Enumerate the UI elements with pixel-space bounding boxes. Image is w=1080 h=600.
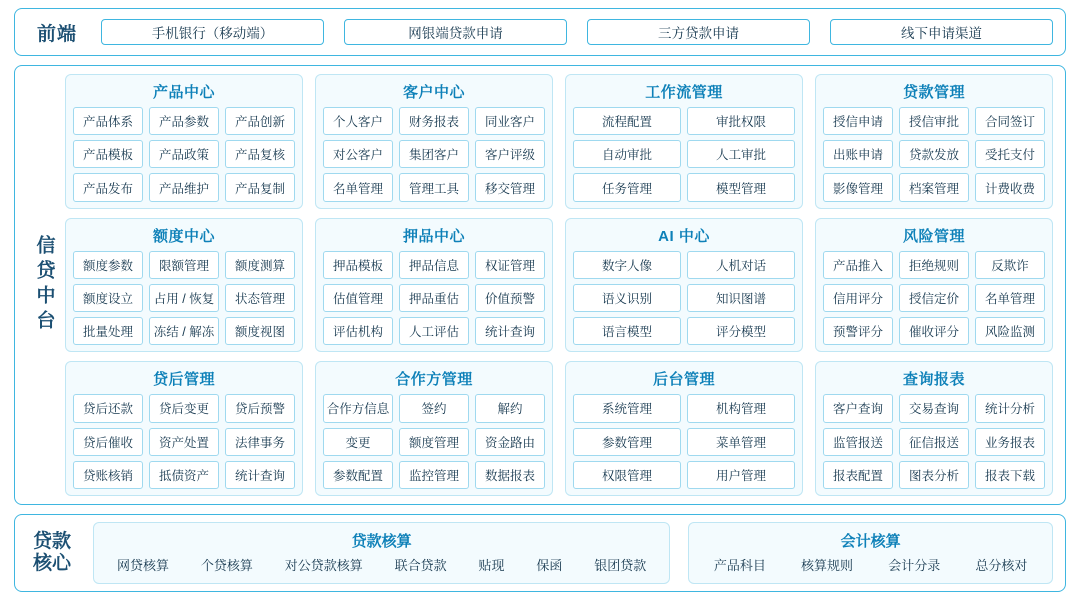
module-item[interactable]: 批量处理 [73, 317, 143, 345]
module-item[interactable]: 监控管理 [399, 461, 469, 489]
frontend-band [14, 8, 1066, 56]
module-item[interactable]: 产品创新 [225, 107, 295, 135]
module-item[interactable]: 统计查询 [225, 461, 295, 489]
module-item-list [323, 251, 545, 346]
core-band-label-line1: 贷款 [33, 531, 72, 553]
module-item[interactable]: 法律事务 [225, 428, 295, 456]
core-item[interactable]: 产品科目 [713, 558, 766, 573]
module-item[interactable]: 系统管理 [573, 394, 681, 422]
core-card-accounting [688, 522, 1053, 584]
module-item[interactable]: 产品复核 [225, 140, 295, 168]
module-card-query-reports [815, 361, 1053, 496]
module-item[interactable]: 移交管理 [475, 173, 545, 201]
module-item[interactable]: 额度测算 [225, 251, 295, 279]
middle-band-label [21, 74, 65, 496]
module-card-risk-management [815, 218, 1053, 353]
frontend-channel-item[interactable]: 手机银行（移动端） [101, 19, 324, 45]
module-item[interactable]: 影像管理 [823, 173, 893, 201]
module-card-loan-management [815, 74, 1053, 209]
module-item[interactable]: 合同签订 [975, 107, 1045, 135]
core-item[interactable]: 个贷核算 [200, 558, 253, 573]
module-card-title: 贷款管理 [902, 84, 965, 101]
module-item-list [73, 394, 295, 489]
module-item[interactable]: 同业客户 [475, 107, 545, 135]
core-item[interactable]: 贴现 [478, 558, 505, 573]
module-card-backoffice-management [565, 361, 803, 496]
core-item-list [699, 555, 1042, 574]
module-item[interactable]: 审批权限 [687, 107, 795, 135]
module-item[interactable]: 反欺诈 [975, 251, 1045, 279]
module-item[interactable]: 签约 [399, 394, 469, 422]
module-card-title: 贷后管理 [152, 371, 215, 389]
module-item[interactable]: 机构管理 [687, 394, 795, 422]
module-card-title: 押品中心 [402, 227, 465, 245]
core-item[interactable]: 联合贷款 [394, 558, 447, 573]
module-item[interactable]: 客户评级 [475, 140, 545, 168]
module-item[interactable]: 押品模板 [323, 251, 393, 279]
module-card-title: 工作流管理 [645, 84, 723, 101]
module-item[interactable]: 额度视图 [225, 317, 295, 345]
module-item[interactable]: 产品政策 [149, 140, 219, 168]
module-item[interactable]: 交易查询 [899, 394, 969, 422]
module-grid [65, 74, 1053, 496]
module-card-title: 产品中心 [152, 84, 215, 101]
module-item[interactable]: 参数配置 [323, 461, 393, 489]
module-item[interactable]: 知识图谱 [687, 284, 795, 312]
module-item[interactable]: 集团客户 [399, 140, 469, 168]
core-item[interactable]: 银团贷款 [594, 558, 647, 573]
module-item[interactable]: 产品推入 [823, 251, 893, 279]
module-item[interactable]: 产品发布 [73, 173, 143, 201]
module-item[interactable]: 自动审批 [573, 140, 681, 168]
core-item[interactable]: 总分核对 [975, 558, 1028, 573]
module-card-title: 合作方管理 [395, 371, 473, 389]
credit-middle-platform-band [14, 65, 1066, 505]
module-item[interactable]: 数字人像 [573, 251, 681, 279]
module-item[interactable]: 拒绝规则 [899, 251, 969, 279]
module-card-title: AI 中心 [658, 227, 710, 245]
module-item[interactable]: 报表配置 [823, 461, 893, 489]
module-item[interactable]: 押品信息 [399, 251, 469, 279]
module-item-list [573, 107, 795, 202]
module-item[interactable]: 预警评分 [823, 317, 893, 345]
module-item[interactable]: 状态管理 [225, 284, 295, 312]
module-item-list [823, 394, 1045, 489]
module-card-title: 查询报表 [902, 371, 965, 389]
module-item[interactable]: 对公客户 [323, 140, 393, 168]
module-item[interactable]: 受托支付 [975, 140, 1045, 168]
module-item[interactable]: 档案管理 [899, 173, 969, 201]
core-item[interactable]: 保函 [536, 558, 563, 573]
module-item-list [73, 107, 295, 202]
core-item-list [104, 555, 659, 574]
middle-band-label-text: 信贷中台 [33, 235, 55, 335]
module-item[interactable]: 占用 / 恢复 [149, 284, 219, 312]
module-item[interactable]: 贷后还款 [73, 394, 143, 422]
module-card-partner-management [315, 361, 553, 496]
core-band-label [27, 531, 81, 575]
module-item[interactable]: 管理工具 [399, 173, 469, 201]
module-item[interactable]: 抵债资产 [149, 461, 219, 489]
module-card-collateral-center [315, 218, 553, 353]
core-card-title: 贷款核算 [351, 533, 412, 550]
module-item[interactable]: 人工审批 [687, 140, 795, 168]
core-item[interactable]: 核算规则 [801, 558, 854, 573]
module-item[interactable]: 产品模板 [73, 140, 143, 168]
module-item[interactable]: 贷款发放 [899, 140, 969, 168]
module-item[interactable]: 产品维护 [149, 173, 219, 201]
module-item[interactable]: 计费收费 [975, 173, 1045, 201]
module-item[interactable]: 名单管理 [975, 284, 1045, 312]
module-card-workflow-management [565, 74, 803, 209]
frontend-channel-item[interactable]: 网银端贷款申请 [344, 19, 567, 45]
module-card-limit-center [65, 218, 303, 353]
module-item-list [823, 107, 1045, 202]
module-item[interactable]: 资金路由 [475, 428, 545, 456]
module-item-list [323, 107, 545, 202]
frontend-channel-item[interactable]: 三方贷款申请 [587, 19, 810, 45]
module-item[interactable]: 限额管理 [149, 251, 219, 279]
module-item[interactable]: 监管报送 [823, 428, 893, 456]
module-item[interactable]: 催收评分 [899, 317, 969, 345]
module-item[interactable]: 评分模型 [687, 317, 795, 345]
frontend-channel-item[interactable]: 线下申请渠道 [830, 19, 1053, 45]
module-item-list [73, 251, 295, 346]
module-item[interactable]: 产品复制 [225, 173, 295, 201]
module-item[interactable]: 名单管理 [323, 173, 393, 201]
module-item[interactable]: 语义识别 [573, 284, 681, 312]
module-card-title: 额度中心 [152, 227, 215, 245]
module-item[interactable]: 菜单管理 [687, 428, 795, 456]
module-item[interactable]: 额度参数 [73, 251, 143, 279]
module-item[interactable]: 出账申请 [823, 140, 893, 168]
core-group-list [93, 522, 1053, 584]
module-item[interactable]: 财务报表 [399, 107, 469, 135]
module-item[interactable]: 权证管理 [475, 251, 545, 279]
module-item[interactable]: 业务报表 [975, 428, 1045, 456]
module-item[interactable]: 任务管理 [573, 173, 681, 201]
module-item[interactable]: 统计分析 [975, 394, 1045, 422]
frontend-channel-list [101, 19, 1053, 45]
module-item[interactable]: 客户查询 [823, 394, 893, 422]
module-item-list [573, 251, 795, 346]
frontend-band-label: 前端 [37, 23, 78, 45]
module-item-list [323, 394, 545, 489]
module-item[interactable]: 征信报送 [899, 428, 969, 456]
module-item[interactable]: 额度设立 [73, 284, 143, 312]
module-item[interactable]: 流程配置 [573, 107, 681, 135]
module-item[interactable]: 额度管理 [399, 428, 469, 456]
module-item[interactable]: 报表下载 [975, 461, 1045, 489]
module-item[interactable]: 押品重估 [399, 284, 469, 312]
module-item[interactable]: 权限管理 [573, 461, 681, 489]
module-item[interactable]: 合作方信息 [323, 394, 393, 422]
module-item[interactable]: 语言模型 [573, 317, 681, 345]
module-card-product-center [65, 74, 303, 209]
core-item[interactable]: 会计分录 [888, 558, 941, 573]
module-card-post-loan-management [65, 361, 303, 496]
core-band-label-line2: 核心 [33, 553, 72, 574]
module-item[interactable]: 价值预警 [475, 284, 545, 312]
module-item[interactable]: 贷后变更 [149, 394, 219, 422]
module-item[interactable]: 统计查询 [475, 317, 545, 345]
loan-core-band [14, 514, 1066, 592]
module-item[interactable]: 人机对话 [687, 251, 795, 279]
module-item[interactable]: 贷后催收 [73, 428, 143, 456]
module-item[interactable]: 变更 [323, 428, 393, 456]
module-card-title: 客户中心 [402, 84, 465, 101]
module-item-list [573, 394, 795, 489]
module-item[interactable]: 用户管理 [687, 461, 795, 489]
module-item[interactable]: 参数管理 [573, 428, 681, 456]
core-item[interactable]: 网贷核算 [116, 558, 169, 573]
module-item[interactable]: 产品参数 [149, 107, 219, 135]
module-item[interactable]: 冻结 / 解冻 [149, 317, 219, 345]
module-item[interactable]: 产品体系 [73, 107, 143, 135]
module-card-title: 风险管理 [902, 227, 965, 245]
module-item[interactable]: 信用评分 [823, 284, 893, 312]
module-item[interactable]: 估值管理 [323, 284, 393, 312]
module-item[interactable]: 评估机构 [323, 317, 393, 345]
module-item[interactable]: 授信申请 [823, 107, 893, 135]
module-item[interactable]: 个人客户 [323, 107, 393, 135]
module-item-list [823, 251, 1045, 346]
module-item[interactable]: 贷账核销 [73, 461, 143, 489]
module-card-customer-center [315, 74, 553, 209]
module-item[interactable]: 资产处置 [149, 428, 219, 456]
core-item[interactable]: 对公贷款核算 [284, 558, 363, 573]
module-item[interactable]: 解约 [475, 394, 545, 422]
module-item[interactable]: 图表分析 [899, 461, 969, 489]
module-item[interactable]: 贷后预警 [225, 394, 295, 422]
module-item[interactable]: 模型管理 [687, 173, 795, 201]
module-item[interactable]: 风险监测 [975, 317, 1045, 345]
module-card-title: 后台管理 [652, 371, 715, 389]
core-card-loan-accounting [93, 522, 670, 584]
module-item[interactable]: 授信审批 [899, 107, 969, 135]
module-item[interactable]: 授信定价 [899, 284, 969, 312]
core-card-title: 会计核算 [840, 533, 901, 550]
module-item[interactable]: 人工评估 [399, 317, 469, 345]
module-card-ai-center [565, 218, 803, 353]
module-item[interactable]: 数据报表 [475, 461, 545, 489]
